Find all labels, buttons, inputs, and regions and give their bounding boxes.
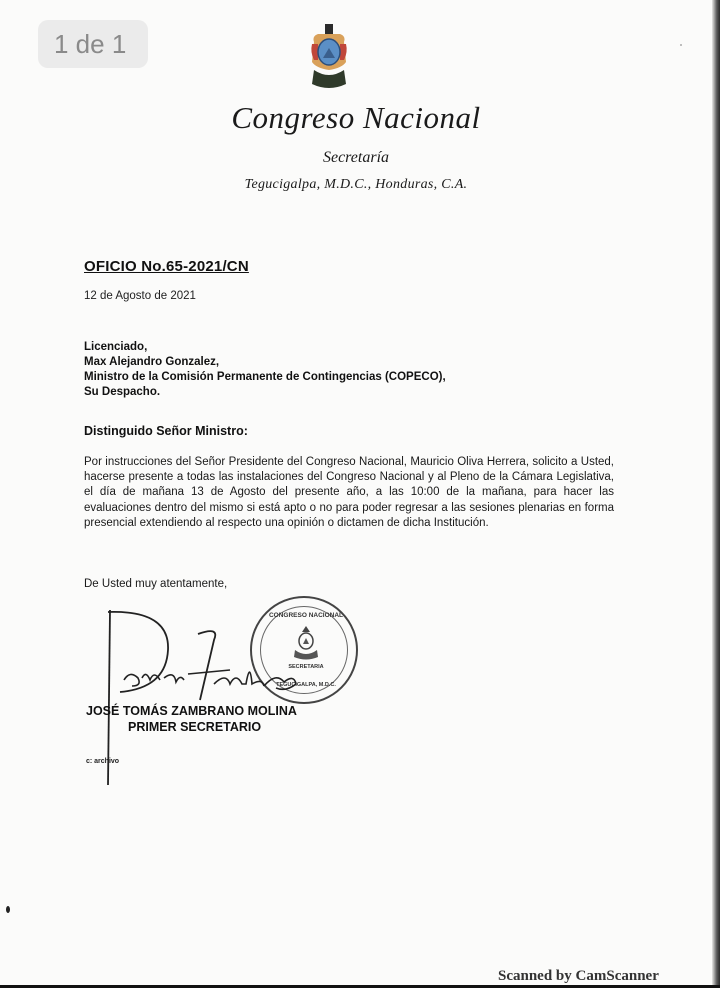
recipient-office: Su Despacho. [84,386,161,398]
institution-name: Congreso Nacional [231,100,481,135]
recipient-block [84,340,446,400]
recipient-position: Ministro de la Comisión Permanente de Contingencias (COPECO), [84,371,446,383]
recipient-title: Licenciado, [84,341,148,353]
scan-artifact [680,44,682,46]
recipient-name: Max Alejandro Gonzalez, [84,356,220,368]
department-name: Secretaría [322,149,390,166]
page-indicator: 1 de 1 [38,20,148,68]
scanner-watermark: Scanned by CamScanner [498,968,659,984]
closing-line: De Usted muy atentamente, [84,578,228,590]
scan-artifact [6,906,10,913]
signer-name: JOSÉ TOMÁS ZAMBRANO MOLINA [86,704,297,718]
seal-top-text: CONGRESO NACIONAL [268,612,344,619]
document-reference: OFICIO No.65-2021/CN [84,258,249,275]
carbon-copy-note: c: archivo [86,758,120,765]
letter-body: Por instrucciones del Señor Presidente del Congreso Nacional, Mauricio Oliva Herrera, solicito a Usted, hacerse presente a todas las instalaciones del Congreso Nacional y al Pleno de la Cámara Legislativa, el día de mañana 13 de Agosto del presente año, a las 10:00 de la mañana, para hacer las evaluaciones dentro del mismo si está apto o no para poder regresar a las sesiones plenarias en forma presencial extendiendo al respecto una opinión o dictamen de dicha Institución. [84,456,614,529]
institution-location: Tegucigalpa, M.D.C., Honduras, C.A. [244,177,468,192]
page-edge-shadow [712,0,720,988]
signer-title: PRIMER SECRETARIO [128,720,262,734]
seal-middle-text: SECRETARIA [288,664,324,670]
honduras-coat-of-arms-icon [308,22,350,92]
salutation: Distinguido Señor Ministro: [84,424,248,438]
seal-bottom-text: TEGUCIGALPA, M.D.C. [276,682,336,688]
letter-date: 12 de Agosto de 2021 [84,290,196,302]
